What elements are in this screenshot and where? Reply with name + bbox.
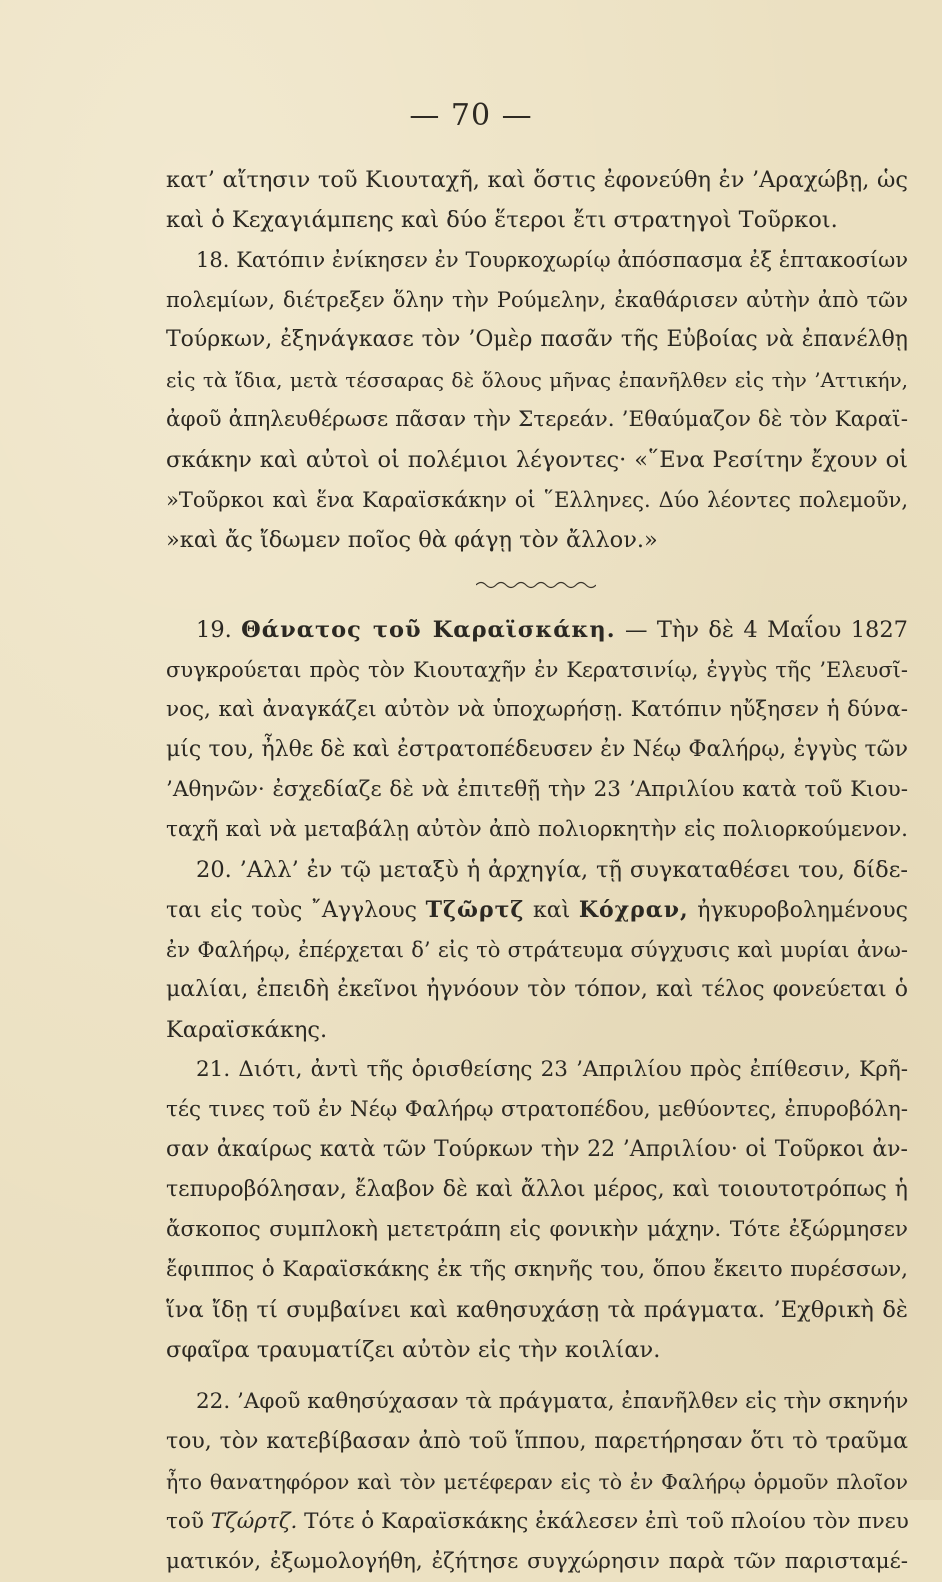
text-line: συγκρούεται πρὸς τὸν Κιουταχῆν ἐν Κερατσινίῳ, ἐγγὺς τῆς ’Ελευσῖ- <box>166 658 908 682</box>
wave-ornament-icon <box>476 578 596 592</box>
text-line: Τούρκων, ἐξηνάγκασε τὸν ’Ομὲρ πασᾶν τῆς Εὐβοίας νὰ ἐπανέλθῃ <box>166 327 908 352</box>
text-line: καὶ ὁ Κεχαγιάμπεης καὶ δύο ἕτεροι ἔτι στρατηγοὶ Τοῦρκοι. <box>166 207 838 233</box>
text-line: του, τὸν κατεβίβασαν ἀπὸ τοῦ ἵππου, παρετήρησαν ὅτι τὸ τραῦμα <box>166 1429 908 1454</box>
text-line: 20. ’Αλλ’ ἐν τῷ μεταξὺ ἡ ἀρχηγία, τῇ συγκαταθέσει του, δίδε- <box>196 857 908 883</box>
text-line: ἵνα ἴδῃ τί συμβαίνει καὶ καθησυχάσῃ τὰ πράγματα. ’Εχθρικὴ δὲ <box>166 1297 908 1323</box>
page-number: — 70 — <box>409 98 533 133</box>
text-line: ταχῆ καὶ νὰ μεταβάλῃ αὐτὸν ἀπὸ πολιορκητὴν εἰς πολιορκούμενον. <box>166 817 908 842</box>
text-line: νος, καὶ ἀναγκάζει αὐτὸν νὰ ὑποχωρήσῃ. Κατόπιν ηὔξησεν ἡ δύνα- <box>166 697 908 722</box>
text-fragment: ἠγκυροβολημένους <box>697 898 908 923</box>
text-line: σκάκην καὶ αὐτοὶ οἱ πολέμιοι λέγοντες· «῞Ενα Ρεσίτην ἔχουν οἱ <box>166 447 908 473</box>
text-line: 21. Διότι, ἀντὶ τῆς ὁρισθείσης 23 ’Απριλίου πρὸς ἐπίθεσιν, Κρῆ- <box>196 1057 908 1082</box>
name-kochran: Κόχραν, <box>578 897 689 923</box>
text-line: σφαῖρα τραυματίζει αὐτὸν εἰς τὴν κοιλίαν. <box>166 1337 661 1363</box>
text-line: κατ’ αἴτησιν τοῦ Κιουταχῆ, καὶ ὅστις ἐφονεύθη ἐν ’Αραχώβῃ, ὡς <box>166 167 908 193</box>
text-line: »Τοῦρκοι καὶ ἕνα Καραϊσκάκην οἱ ῞Ελληνες. Δύο λέοντες πολεμοῦν, <box>166 488 908 512</box>
text-fragment: τοῦ <box>166 1509 204 1534</box>
text-line: »καὶ ἄς ἴδωμεν ποῖος θὰ φάγῃ τὸν ἄλλον.» <box>166 527 658 553</box>
text-line: ἔφιππος ὁ Καραϊσκάκης ἐκ τῆς σκηνῆς του, ὅπου ἔκειτο πυρέσσων, <box>166 1257 908 1282</box>
text-fragment: ται εἰς τοὺς ῎Αγγλους <box>166 898 417 923</box>
italic-name: Τζώρτζ. <box>210 1509 298 1534</box>
text-fragment: Τότε ὁ Καραϊσκάκης ἐκάλεσεν ἐπὶ τοῦ πλοίου τὸν πνευ <box>304 1509 909 1534</box>
section-heading-line <box>166 610 908 650</box>
name-georgtz: Τζῶρτζ <box>425 897 525 923</box>
text-line-with-italic <box>166 1502 908 1542</box>
text-line: ’Αθηνῶν· ἐσχεδίαζε δὲ νὰ ἐπιτεθῇ τὴν 23 ’Απριλίου κατὰ τοῦ Κιου- <box>166 777 908 802</box>
text-line: ἦτο θανατηφόρον καὶ τὸν μετέφεραν εἰς τὸ ἐν Φαλήρῳ ὁρμοῦν πλοῖον <box>166 1470 908 1494</box>
section-divider <box>166 560 908 610</box>
text-fragment: — Τὴν δὲ 4 Μαΐου 1827 <box>624 617 908 643</box>
text-line: ἐν Φαλήρῳ, ἐπέρχεται δ’ εἰς τὸ στράτευμα σύγχυσις καὶ μυρίαι ἀνω- <box>166 938 908 962</box>
text-line: μαλίαι, ἐπειδὴ ἐκεῖνοι ἠγνόουν τὸν τόπον, καὶ τέλος φονεύεται ὁ <box>166 977 908 1002</box>
text-line: ἄσκοπος συμπλοκὴ μετετράπη εἰς φονικὴν μάχην. Τότε ἐξώρμησεν <box>166 1217 908 1242</box>
text-line: τεπυροβόλησαν, ἔλαβον δὲ καὶ ἄλλοι μέρος, καὶ τοιουτοτρόπως ἡ <box>166 1177 908 1202</box>
body-text <box>166 160 908 1582</box>
text-line: 22. ’Αφοῦ καθησύχασαν τὰ πράγματα, ἐπανῆλθεν εἰς τὴν σκηνήν <box>196 1389 909 1414</box>
text-line: τές τινες τοῦ ἐν Νέῳ Φαλήρῳ στρατοπέδου, μεθύοντες, ἐπυροβόλη- <box>166 1097 908 1122</box>
text-line-with-names <box>166 890 908 930</box>
text-line: πολεμίων, διέτρεξεν ὅλην τὴν Ρούμελην, ἐκαθάρισεν αὐτὴν ἀπὸ τῶν <box>166 288 908 312</box>
text-line: ματικόν, ἐξωμολογήθη, ἐζήτησε συγχώρησιν παρὰ τῶν παρισταμέ- <box>166 1549 908 1574</box>
paragraph-gap <box>166 1370 908 1382</box>
text-line: Καραϊσκάκης. <box>166 1017 328 1043</box>
text-line: 18. Κατόπιν ἐνίκησεν ἐν Τουρκοχωρίῳ ἀπόσπασμα ἐξ ἑπτακοσίων <box>196 248 908 272</box>
text-line: σαν ἀκαίρως κατὰ τῶν Τούρκων τὴν 22 ’Απριλίου· οἱ Τοῦρκοι ἀν- <box>166 1137 908 1162</box>
text-line: ἀφοῦ ἀπηλευθέρωσε πᾶσαν τὴν Στερεάν. ’Εθαύμαζον δὲ τὸν Καραϊ- <box>166 407 908 432</box>
section-title: Θάνατος τοῦ Καραϊσκάκη. <box>241 617 616 643</box>
section-number: 19. <box>196 617 232 643</box>
text-fragment: καὶ <box>533 898 571 923</box>
text-line: εἰς τὰ ἴδια, μετὰ τέσσαρας δὲ ὅλους μῆνας ἐπανῆλθεν εἰς τὴν ’Αττικήν, <box>166 368 908 392</box>
text-line: μίς του, ἦλθε δὲ καὶ ἐστρατοπέδευσεν ἐν Νέῳ Φαλήρῳ, ἐγγὺς τῶν <box>166 737 908 762</box>
